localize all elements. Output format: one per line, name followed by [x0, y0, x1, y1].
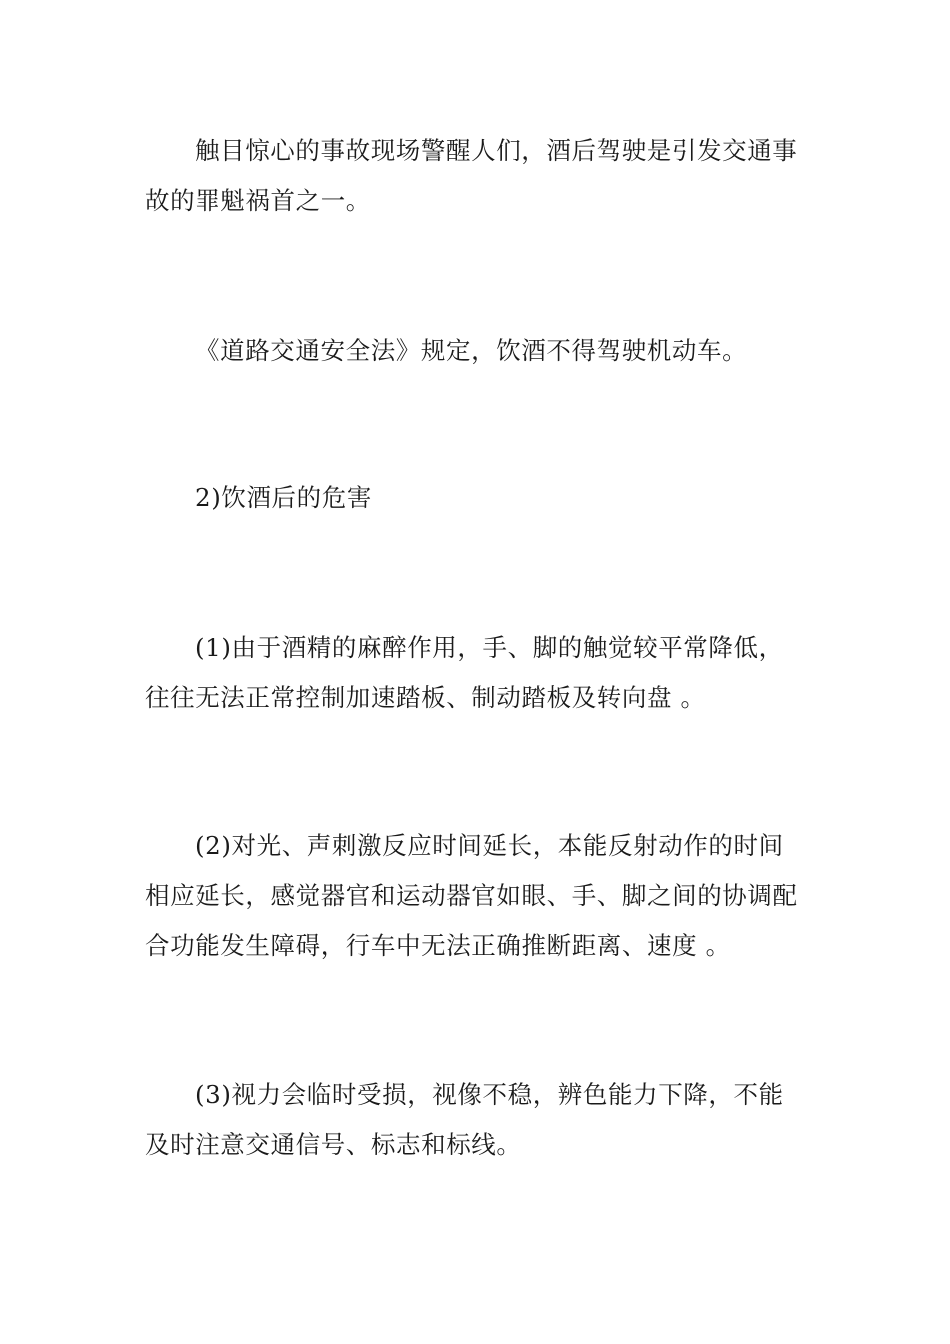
paragraph-item-1: (1)由于酒精的麻醉作用，手、脚的触觉较平常降低，往往无法正常控制加速踏板、制动踏板及转向盘 。: [145, 633, 784, 712]
paragraph-accident-warning: 触目惊心的事故现场警醒人们，酒后驾驶是引发交通事故的罪魁祸首之一。: [145, 136, 798, 215]
paragraph-item-2: (2)对光、声刺激反应时间延长，本能反射动作的时间相应延长，感觉器官和运动器官如眼、手、脚之间的协调配合功能发生障碍，行车中无法正确推断距离、速度 。: [145, 831, 798, 960]
paragraph-traffic-law: 《道路交通安全法》规定，饮酒不得驾驶机动车。: [195, 336, 748, 365]
paragraph-item-3: (3)视力会临时受损，视像不稳，辨色能力下降，不能及时注意交通信号、标志和标线。: [145, 1080, 784, 1159]
section-heading-drinking-harm: 2)饮酒后的危害: [195, 483, 372, 512]
